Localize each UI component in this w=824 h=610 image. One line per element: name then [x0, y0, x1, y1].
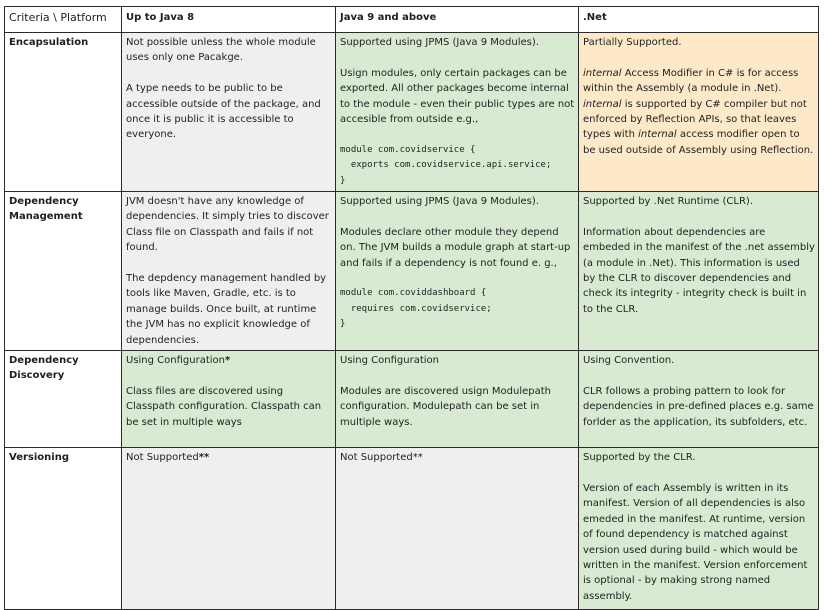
cell-text: Not possible unless the whole module uses only one Pacakge. [126, 37, 316, 64]
footnote-mark: ** [198, 452, 210, 464]
row-label-dependency-discovery: Dependency Discovery [5, 351, 122, 448]
cell-encapsulation-dotnet [579, 33, 819, 192]
cell-text: Using Convention. [583, 355, 675, 367]
row-versioning [5, 448, 819, 610]
cell-text: Modules declare other module they depend on. The JVM builds a module graph at start-up and fails if a dependency is not found e. g., [340, 226, 571, 269]
cell-text: Not Supported [126, 452, 199, 464]
header-criteria: Criteria \ Platform [5, 7, 122, 33]
cell-text: Access Modifier in C# is for access within the Assembly (a module in .Net). [583, 67, 799, 95]
platform-comparison-table [4, 6, 819, 610]
cell-text: is supported by C# compiler but not enforced by Reflection APIs, so that leaves types with [583, 98, 807, 141]
cell-text: Supported using JPMS (Java 9 Modules). [340, 37, 539, 48]
cell-text: CLR follows a probing pattern to look for dependencies in pre-defined places e.g. same forlder as the application, its subfolders, etc. [583, 385, 814, 428]
cell-text: Modules are discovered usign Modulepath configuration. Modulepath can be set in multiple ways. [340, 385, 551, 428]
cell-text-rich [583, 66, 815, 158]
footnote-mark: * [225, 355, 231, 367]
cell-text-rich [126, 353, 332, 368]
row-label-versioning: Versioning [5, 448, 122, 610]
keyword-internal: internal [583, 98, 622, 110]
cell-text: Usign modules, only certain packages can be exported. All other packages become internal to the module - even their public types are not accesible from outside e.g., [340, 67, 575, 126]
cell-text: A type needs to be public to be accessible outside of the package, and once it is public it is accessible to everyone. [126, 83, 321, 141]
keyword-internal: internal [583, 67, 622, 79]
cell-dependency-discovery-java9 [336, 351, 579, 448]
header-java8: Up to Java 8 [122, 7, 336, 33]
cell-dependency-discovery-dotnet [579, 351, 819, 448]
cell-text: Supported by .Net Runtime (CLR). [583, 196, 753, 208]
code-snippet: module com.covidservice { exports com.covidservice.api.service; } [340, 144, 552, 186]
row-label-encapsulation: Encapsulation [5, 33, 122, 192]
row-label-dependency-management: Dependency Management [5, 192, 122, 351]
cell-dependency-management-java9 [336, 192, 579, 351]
cell-text: Information about dependencies are embeded in the manifest of the .net assembly (a module in .Net). This information is used by the CLR to discover dependencies and check its integrity - integrity check is built in to the CLR. [583, 226, 815, 315]
row-dependency-discovery [5, 351, 819, 448]
header-dotnet: .Net [579, 7, 819, 33]
cell-text-rich [126, 450, 332, 465]
comparison-table-container [4, 6, 818, 602]
cell-text: Not Supported** [340, 452, 423, 464]
row-encapsulation [5, 33, 819, 192]
code-snippet: module com.coviddashboard { requires com.covidservice; } [340, 288, 492, 330]
header-row [5, 7, 819, 33]
cell-dependency-discovery-java8 [122, 351, 336, 448]
cell-text: Using Configuration [126, 355, 225, 367]
cell-dependency-management-java8 [122, 192, 336, 351]
cell-text: JVM doesn't have any knowledge of dependencies. It simply tries to discover Class file on Classpath and fails if not found. [126, 196, 329, 254]
cell-text: Using Configuration [340, 355, 439, 367]
header-java9: Java 9 and above [336, 7, 579, 33]
cell-versioning-java8 [122, 448, 336, 610]
cell-versioning-dotnet [579, 448, 819, 610]
cell-text: access modifier open to be used outside of Assembly using Reflection. [583, 129, 814, 156]
cell-encapsulation-java9 [336, 33, 579, 192]
cell-text: The depdency management handled by tools like Maven, Gradle, etc. is to manage builds. Once built, at runtime the JVM has no explicit knowledge of dependencies. [126, 273, 327, 346]
cell-text: Partially Supported. [583, 37, 682, 48]
row-dependency-management [5, 192, 819, 351]
cell-text: Supported using JPMS (Java 9 Modules). [340, 196, 539, 208]
cell-text: Class files are discovered using Classpath configuration. Classpath can be set in multiple ways [126, 385, 322, 428]
cell-dependency-management-dotnet [579, 192, 819, 351]
keyword-internal: internal [638, 129, 677, 141]
cell-text: Version of each Assembly is written in its manifest. Version of all dependencies is also emeded in the manifest. At runtime, version of found dependency is matched against version used during build - which would be written in the manifest. Version enforcement is optional - by making strong named assembly. [583, 482, 808, 602]
cell-versioning-java9 [336, 448, 579, 610]
cell-encapsulation-java8 [122, 33, 336, 192]
cell-text: Supported by the CLR. [583, 452, 696, 464]
